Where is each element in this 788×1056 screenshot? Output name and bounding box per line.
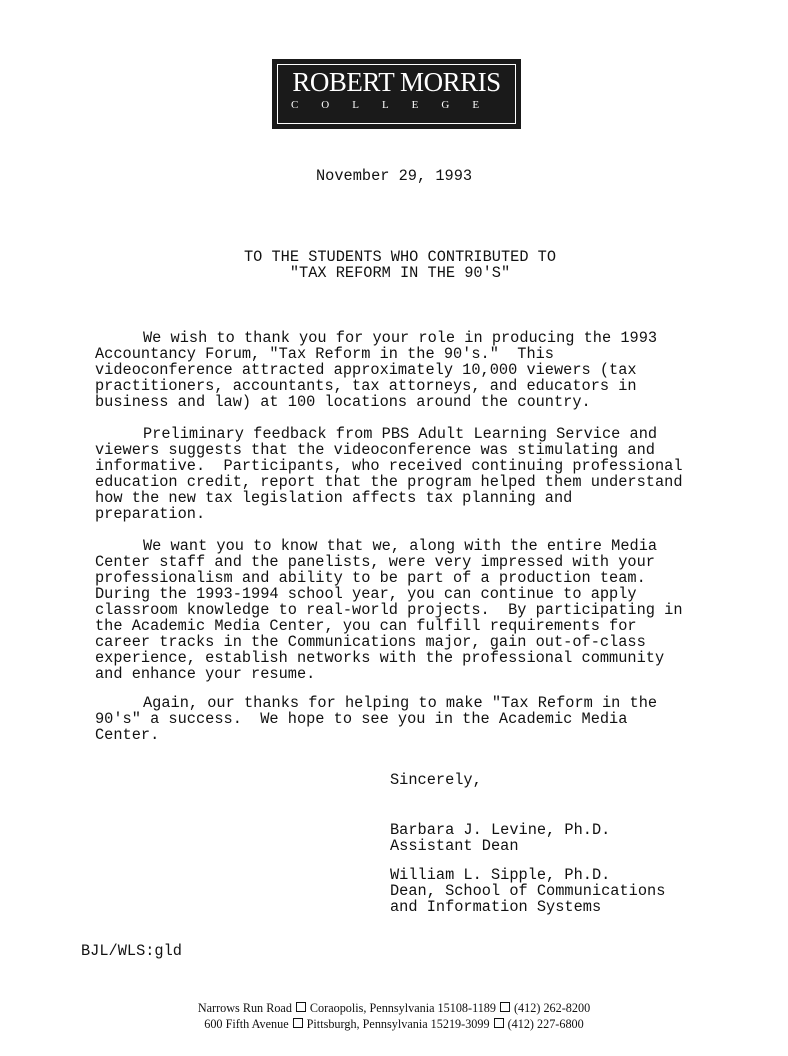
paragraph-line: viewers suggests that the videoconference was stimulating and [95,441,655,459]
reference-initials: BJL/WLS:gld [81,942,182,960]
closing: Sincerely, [390,771,482,789]
paragraph-line: career tracks in the Communications major, gain out-of-class [95,633,646,651]
footer-city: Coraopolis, Pennsylvania 15108-1189 [309,1001,496,1015]
signatory-name: William L. Sipple, Ph.D. [390,866,611,884]
paragraph-line: videoconference attracted approximately 10,000 viewers (tax [95,361,637,379]
paragraph-line: classroom knowledge to real-world projects. By participating in [95,601,683,619]
logo-subtitle: COLLEGE [290,99,503,111]
signatory-1 [390,822,610,854]
footer-city: Pittsburgh, Pennsylvania 15219-3099 [306,1017,490,1031]
paragraph-line: practitioners, accountants, tax attorneys, and educators in [95,377,637,395]
signatory-title: Assistant Dean [390,837,519,855]
body-paragraph-3 [95,538,735,682]
footer-street: Narrows Run Road [197,1001,292,1015]
paragraph-line: 90's" a success. We hope to see you in the Academic Media [95,710,628,728]
separator-box-icon [494,1018,504,1028]
body-paragraph-2 [95,426,735,522]
signatory-title: and Information Systems [390,898,602,916]
paragraph-line: We wish to thank you for your role in producing the 1993 [143,329,658,347]
paragraph-line: how the new tax legislation affects tax planning and [95,489,573,507]
paragraph-line: We want you to know that we, along with the entire Media [143,537,658,555]
college-logo [272,59,521,129]
signatory-2 [390,867,665,915]
signatory-title: Dean, School of Communications [390,882,666,900]
letter-heading-line-1: TO THE STUDENTS WHO CONTRIBUTED TO [243,248,557,266]
paragraph-line: preparation. [95,505,206,523]
letter-date: November 29, 1993 [316,167,473,185]
footer-street: 600 Fifth Avenue [204,1017,289,1031]
paragraph-line: Center staff and the panelists, were very impressed with your [95,553,655,571]
body-paragraph-1 [95,330,735,410]
paragraph-line: Again, our thanks for helping to make "Tax Reform in the [143,694,658,712]
footer-address-2 [0,1017,788,1032]
paragraph-line: the Academic Media Center, you can fulfill requirements for [95,617,637,635]
separator-box-icon [500,1002,510,1012]
paragraph-line: Accountancy Forum, "Tax Reform in the 90's." This [95,345,554,363]
paragraph-line: informative. Participants, who received continuing professional [95,457,683,475]
separator-box-icon [293,1018,303,1028]
footer-phone: (412) 227-6800 [507,1017,584,1031]
paragraph-line: business and law) at 100 locations around the country. [95,393,591,411]
logo-wordmark: ROBERT MORRIS [292,67,501,97]
signatory-name: Barbara J. Levine, Ph.D. [390,821,611,839]
footer-phone: (412) 262-8200 [514,1001,591,1015]
paragraph-line: education credit, report that the program helped them understand [95,473,683,491]
body-paragraph-4 [95,695,735,743]
paragraph-line: and enhance your resume. [95,665,316,683]
paragraph-line: experience, establish networks with the professional community [95,649,665,667]
footer-address-1 [0,1001,788,1016]
paragraph-line: Preliminary feedback from PBS Adult Learning Service and [143,425,658,443]
letter-heading-line-2: "TAX REFORM IN THE 90'S" [289,264,511,282]
paragraph-line: During the 1993-1994 school year, you can continue to apply [95,585,637,603]
paragraph-line: Center. [95,726,160,744]
separator-box-icon [296,1002,306,1012]
paragraph-line: professionalism and ability to be part of a production team. [95,569,646,587]
